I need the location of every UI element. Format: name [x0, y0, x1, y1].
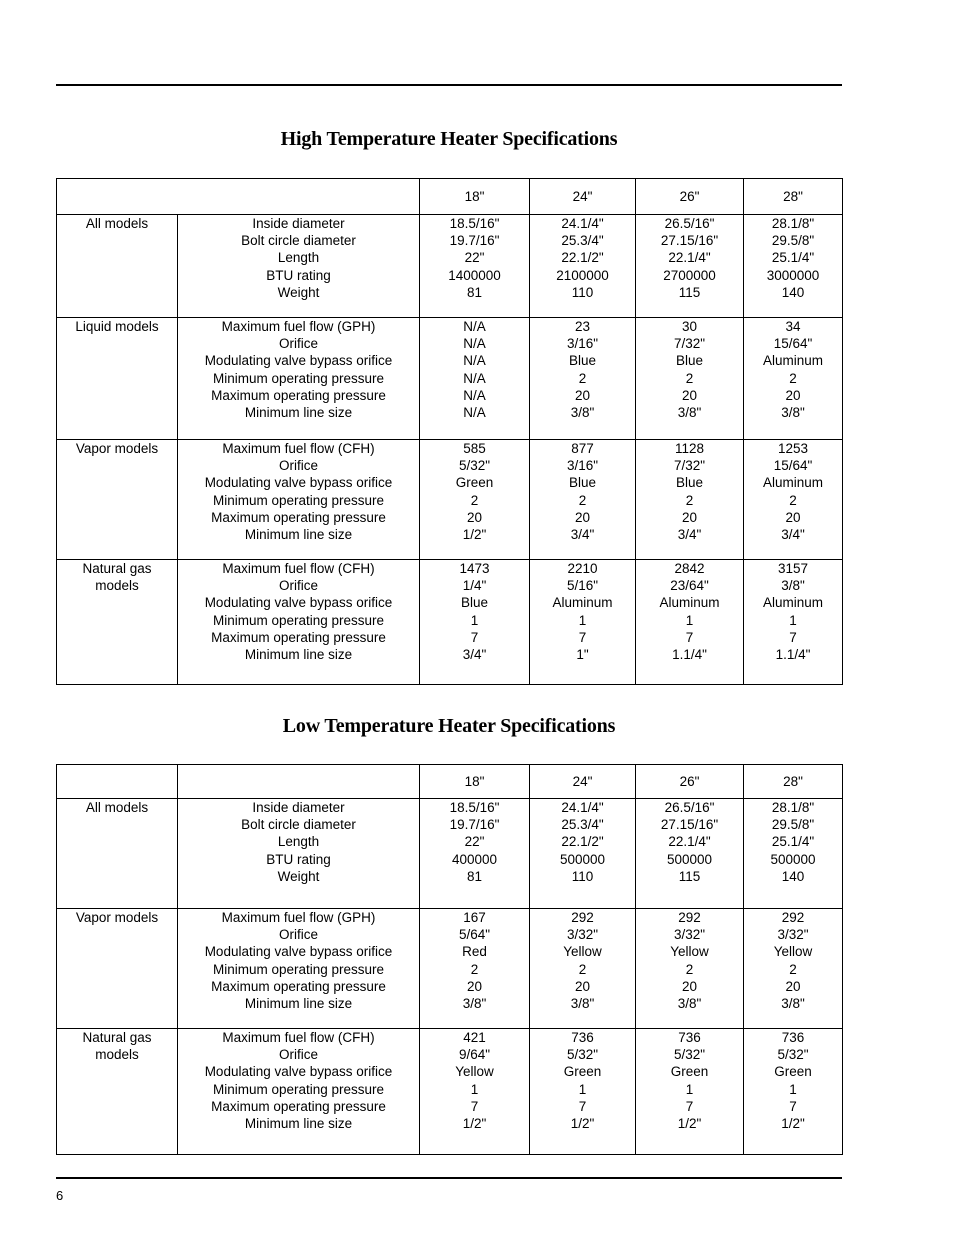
values-line: 3/8" [462, 996, 487, 1012]
values-line: 28.1/8" [771, 800, 815, 815]
values-line: 2842 [674, 561, 705, 576]
spec-group-row [57, 1029, 843, 1155]
values-line: Yellow [455, 1064, 494, 1080]
values-line: 5/32" [777, 1047, 809, 1063]
size-values-cell [636, 560, 744, 685]
values-line: 20 [681, 509, 698, 525]
page-number: 6 [56, 1188, 64, 1203]
specs-line: BTU rating [266, 851, 331, 867]
spec-group-row [57, 215, 843, 318]
size-values-cell [744, 215, 843, 318]
size-header: 26" [636, 179, 744, 215]
values-line: 2 [685, 961, 694, 977]
values-line: Aluminum [659, 595, 720, 611]
values-line: 1/4" [462, 578, 487, 594]
values-line: 20 [574, 509, 591, 525]
values-line: 19.7/16" [449, 233, 500, 249]
values-line: 3/8" [677, 405, 702, 421]
specs-line: Maximum operating pressure [211, 978, 386, 994]
size-values-cell [530, 1029, 636, 1155]
size-values-cell [744, 1029, 843, 1155]
values-line: 1/2" [570, 1116, 595, 1132]
values-line: Blue [675, 475, 704, 491]
values-line: 2 [578, 370, 587, 386]
values-line: 500000 [666, 851, 713, 867]
values-line: 167 [463, 910, 486, 925]
values-line: Blue [568, 353, 597, 369]
values-line: 25.1/4" [771, 834, 815, 850]
spec-labels [178, 215, 420, 318]
values-line: 3/8" [781, 405, 805, 421]
specs-line: Weight [277, 284, 320, 300]
bottom-rule [56, 1177, 842, 1179]
values-line: 3/8" [570, 996, 595, 1012]
values-line: 1/2" [462, 1116, 487, 1132]
values-line: 292 [571, 910, 594, 925]
model-category [57, 215, 178, 318]
specs-line: BTU rating [266, 267, 331, 283]
size-header: 18" [420, 179, 530, 215]
spec-labels [178, 318, 420, 440]
values-line: 500000 [559, 851, 606, 867]
size-values-cell [420, 799, 530, 909]
values-line: 20 [574, 978, 591, 994]
values-line: 3000000 [766, 267, 820, 283]
specs-line: Modulating valve bypass orifice [204, 353, 393, 369]
values-line: Aluminum [762, 595, 824, 611]
values-line: 5/32" [566, 1047, 599, 1063]
size-values-cell [744, 909, 843, 1029]
values-line: 15/64" [773, 458, 813, 474]
specs-line: Minimum operating pressure [212, 961, 385, 977]
values-line: 736 [678, 1030, 701, 1045]
values-line: 7/32" [673, 336, 706, 352]
values-line: 5/32" [458, 458, 491, 474]
low-temp-table-title: Low Temperature Heater Specifications [282, 715, 616, 737]
values-line: 81 [466, 284, 483, 300]
specs-line: Minimum line size [244, 405, 353, 421]
size-header: 28" [744, 765, 843, 799]
size-values-cell [636, 440, 744, 560]
values-line: 3/8" [781, 578, 805, 594]
values-line: 27.15/16" [660, 233, 719, 249]
specs-line: Minimum line size [244, 647, 353, 663]
specs-line: Maximum operating pressure [211, 629, 386, 645]
size-values-cell [530, 560, 636, 685]
values-line: 23 [574, 319, 591, 334]
values-line: 3/32" [777, 927, 809, 943]
values-line: 1 [789, 1081, 797, 1097]
header-blank-cell [57, 765, 178, 799]
values-line: 20 [574, 387, 591, 403]
values-line: 5/64" [458, 927, 491, 943]
values-line: 3/32" [566, 927, 599, 943]
values-line: N/A [463, 387, 486, 403]
values-line: 2 [789, 370, 797, 386]
size-header: 28" [744, 179, 843, 215]
size-values-cell [420, 909, 530, 1029]
values-line: 20 [681, 387, 698, 403]
values-line: 7 [789, 1098, 797, 1114]
values-line: 1 [578, 1081, 587, 1097]
values-line: 585 [463, 441, 486, 456]
size-values-cell [744, 318, 843, 440]
values-line: 24.1/4" [561, 800, 604, 815]
values-line: 2 [685, 370, 694, 386]
size-values-cell [530, 215, 636, 318]
values-line: 1128 [674, 441, 705, 456]
size-header-row [57, 765, 843, 799]
specs-line: Inside diameter [252, 216, 345, 231]
values-line: 22.1/2" [561, 250, 604, 266]
specs-line: Weight [277, 868, 320, 884]
values-line: 421 [463, 1030, 486, 1045]
values-line: 2 [470, 492, 479, 508]
size-values-cell [530, 799, 636, 909]
category-line: All models [85, 800, 149, 815]
values-line: 25.1/4" [771, 250, 815, 266]
size-values-cell [744, 560, 843, 685]
values-line: 3157 [777, 561, 809, 576]
size-values-cell [530, 909, 636, 1029]
size-values-cell [636, 799, 744, 909]
values-line: 18.5/16" [449, 216, 500, 231]
values-line: 22.1/4" [668, 250, 711, 266]
values-line: N/A [463, 405, 486, 421]
values-line: 7 [470, 1098, 479, 1114]
values-line: 1 [685, 612, 694, 628]
header-blank-cell [57, 179, 420, 215]
specs-line: Maximum fuel flow (CFH) [222, 561, 375, 576]
values-line: 23/64" [670, 578, 709, 594]
values-line: 3/4" [781, 527, 805, 543]
values-line: 1253 [777, 441, 809, 456]
values-line: Yellow [563, 944, 602, 960]
size-header: 24" [530, 765, 636, 799]
values-line: 3/8" [570, 405, 595, 421]
values-line: Red [462, 944, 487, 960]
specs-line: Orifice [278, 1047, 318, 1063]
values-line: 500000 [770, 851, 816, 867]
values-line: 26.5/16" [664, 216, 715, 231]
category-line: Vapor models [75, 441, 159, 456]
values-line: Blue [568, 475, 597, 491]
values-line: 1 [470, 1081, 479, 1097]
values-line: 3/4" [570, 527, 595, 543]
values-line: 7 [685, 1098, 694, 1114]
values-line: 2 [470, 961, 479, 977]
specs-line: Orifice [278, 927, 318, 943]
values-line: 26.5/16" [664, 800, 715, 815]
values-line: 3/16" [566, 336, 599, 352]
values-line: 18.5/16" [449, 800, 500, 815]
values-line: 25.3/4" [561, 233, 604, 249]
values-line: Green [563, 1064, 602, 1080]
size-values-cell [744, 799, 843, 909]
spec-labels [178, 560, 420, 685]
values-line: 1400000 [448, 267, 501, 283]
size-header: 24" [530, 179, 636, 215]
values-line: 2 [789, 492, 797, 508]
values-line: 7 [789, 629, 797, 645]
values-line: 115 [678, 284, 701, 300]
values-line: 2700000 [663, 267, 716, 283]
values-line: 19.7/16" [449, 817, 500, 833]
values-line: 400000 [451, 851, 498, 867]
values-line: 25.3/4" [561, 817, 604, 833]
values-line: 110 [571, 284, 594, 300]
values-line: Aluminum [552, 595, 613, 611]
values-line: Yellow [773, 944, 813, 960]
values-line: 115 [678, 868, 701, 884]
values-line: 27.15/16" [660, 817, 719, 833]
values-line: 1 [789, 612, 797, 628]
values-line: 1" [576, 647, 589, 663]
values-line: N/A [463, 336, 486, 352]
size-values-cell [420, 215, 530, 318]
size-values-cell [636, 909, 744, 1029]
specs-line: Minimum line size [244, 1116, 353, 1132]
spec-labels [178, 1029, 420, 1155]
values-line: 20 [681, 978, 698, 994]
values-line: 2 [685, 492, 694, 508]
specs-line: Maximum fuel flow (CFH) [222, 441, 375, 456]
category-line: Vapor models [75, 910, 159, 925]
category-line: Natural gas [82, 561, 152, 576]
high-temp-table-title: High Temperature Heater Specifications [280, 128, 618, 150]
size-header: 26" [636, 765, 744, 799]
size-values-cell [530, 318, 636, 440]
values-line: 29.5/8" [771, 233, 815, 249]
size-values-cell [420, 560, 530, 685]
specs-line: Maximum operating pressure [211, 1098, 386, 1114]
values-line: 1.1/4" [672, 647, 707, 663]
values-line: 3/8" [781, 996, 805, 1012]
values-line: 292 [678, 910, 701, 925]
size-values-cell [636, 318, 744, 440]
specs-line: Minimum operating pressure [212, 612, 385, 628]
specs-line: Orifice [278, 458, 318, 474]
size-values-cell [636, 215, 744, 318]
values-line: 1 [470, 612, 479, 628]
values-line: 22.1/4" [668, 834, 711, 850]
values-line: 3/8" [677, 996, 702, 1012]
model-category [57, 318, 178, 440]
spec-group-row [57, 560, 843, 685]
values-line: 7 [685, 629, 694, 645]
values-line: 2 [789, 961, 797, 977]
values-line: 28.1/8" [771, 216, 815, 231]
specs-line: Minimum operating pressure [212, 492, 385, 508]
values-line: Blue [675, 353, 704, 369]
spec-group-row [57, 440, 843, 560]
values-line: Green [774, 1064, 812, 1080]
model-category [57, 909, 178, 1029]
values-line: Green [670, 1064, 709, 1080]
values-line: 5/32" [673, 1047, 706, 1063]
size-values-cell [636, 1029, 744, 1155]
specs-line: Maximum fuel flow (CFH) [222, 1030, 375, 1045]
values-line: N/A [463, 319, 486, 334]
specs-line: Length [277, 250, 320, 266]
values-line: 20 [466, 978, 483, 994]
model-category [57, 440, 178, 560]
values-line: 20 [466, 509, 483, 525]
values-line: 2100000 [556, 267, 609, 283]
values-line: 9/64" [458, 1047, 491, 1063]
values-line: 140 [781, 868, 805, 884]
category-line: models [95, 578, 139, 594]
specs-line: Maximum operating pressure [211, 387, 386, 403]
top-rule [56, 84, 842, 86]
values-line: Aluminum [762, 475, 824, 491]
values-line: 2 [578, 492, 587, 508]
specs-line: Minimum operating pressure [212, 370, 385, 386]
values-line: 877 [571, 441, 594, 456]
spec-group-row [57, 909, 843, 1029]
specs-line: Modulating valve bypass orifice [204, 1064, 393, 1080]
size-values-cell [420, 318, 530, 440]
values-line: 1473 [459, 561, 490, 576]
values-line: 1/2" [781, 1116, 805, 1132]
category-line: Natural gas [82, 1030, 152, 1045]
model-category [57, 799, 178, 909]
high-temp-spec-table [56, 178, 843, 685]
values-line: 15/64" [773, 336, 813, 352]
specs-line: Minimum line size [244, 527, 353, 543]
values-line: 20 [785, 509, 801, 525]
values-line: 20 [785, 978, 801, 994]
values-line: 1.1/4" [775, 647, 811, 663]
spec-labels [178, 799, 420, 909]
values-line: 29.5/8" [771, 817, 815, 833]
size-header-row [57, 179, 843, 215]
values-line: 736 [571, 1030, 594, 1045]
model-category [57, 1029, 178, 1155]
values-line: 7 [578, 1098, 587, 1114]
values-line: Yellow [670, 944, 709, 960]
category-line: models [95, 1047, 139, 1063]
values-line: 3/32" [673, 927, 706, 943]
specs-line: Modulating valve bypass orifice [204, 595, 393, 611]
spec-labels [178, 909, 420, 1029]
category-line: Liquid models [75, 319, 159, 334]
specs-line: Maximum fuel flow (GPH) [221, 319, 376, 334]
spec-group-row [57, 799, 843, 909]
specs-line: Maximum operating pressure [211, 509, 386, 525]
values-line: 1 [578, 612, 587, 628]
values-line: 7/32" [673, 458, 706, 474]
size-values-cell [420, 440, 530, 560]
specs-line: Modulating valve bypass orifice [204, 944, 393, 960]
values-line: 30 [681, 319, 698, 334]
header-blank-cell [178, 765, 420, 799]
specs-line: Inside diameter [252, 800, 345, 815]
values-line: 20 [785, 387, 801, 403]
size-values-cell [420, 1029, 530, 1155]
values-line: 3/4" [462, 647, 487, 663]
values-line: N/A [463, 370, 486, 386]
values-line: 7 [578, 629, 587, 645]
values-line: 1/2" [462, 527, 487, 543]
values-line: 110 [571, 868, 594, 884]
model-category [57, 560, 178, 685]
specs-line: Modulating valve bypass orifice [204, 475, 393, 491]
specs-line: Minimum operating pressure [212, 1081, 385, 1097]
values-line: 34 [785, 319, 801, 334]
values-line: 22" [464, 834, 485, 850]
spec-labels [178, 440, 420, 560]
category-line: All models [85, 216, 149, 231]
specs-line: Length [277, 834, 320, 850]
values-line: 22.1/2" [561, 834, 604, 850]
values-line: 140 [781, 284, 805, 300]
values-line: Aluminum [762, 353, 824, 369]
values-line: 5/16" [566, 578, 599, 594]
values-line: 3/4" [677, 527, 702, 543]
specs-line: Orifice [278, 578, 318, 594]
values-line: 22" [464, 250, 485, 266]
values-line: 2210 [567, 561, 598, 576]
values-line: Green [455, 475, 494, 491]
spec-group-row [57, 318, 843, 440]
values-line: 1/2" [677, 1116, 702, 1132]
size-values-cell [744, 440, 843, 560]
specs-line: Bolt circle diameter [241, 233, 356, 249]
specs-line: Orifice [278, 336, 318, 352]
values-line: 7 [470, 629, 479, 645]
specs-line: Bolt circle diameter [241, 817, 356, 833]
size-values-cell [530, 440, 636, 560]
specs-line: Minimum line size [244, 996, 353, 1012]
size-header: 18" [420, 765, 530, 799]
values-line: 292 [781, 910, 805, 925]
values-line: 3/16" [566, 458, 599, 474]
values-line: 1 [685, 1081, 694, 1097]
values-line: N/A [463, 353, 486, 369]
specs-line: Maximum fuel flow (GPH) [221, 910, 376, 925]
values-line: Blue [460, 595, 489, 611]
low-temp-spec-table [56, 764, 843, 1155]
values-line: 2 [578, 961, 587, 977]
values-line: 81 [466, 868, 483, 884]
values-line: 736 [781, 1030, 805, 1045]
values-line: 24.1/4" [561, 216, 604, 231]
